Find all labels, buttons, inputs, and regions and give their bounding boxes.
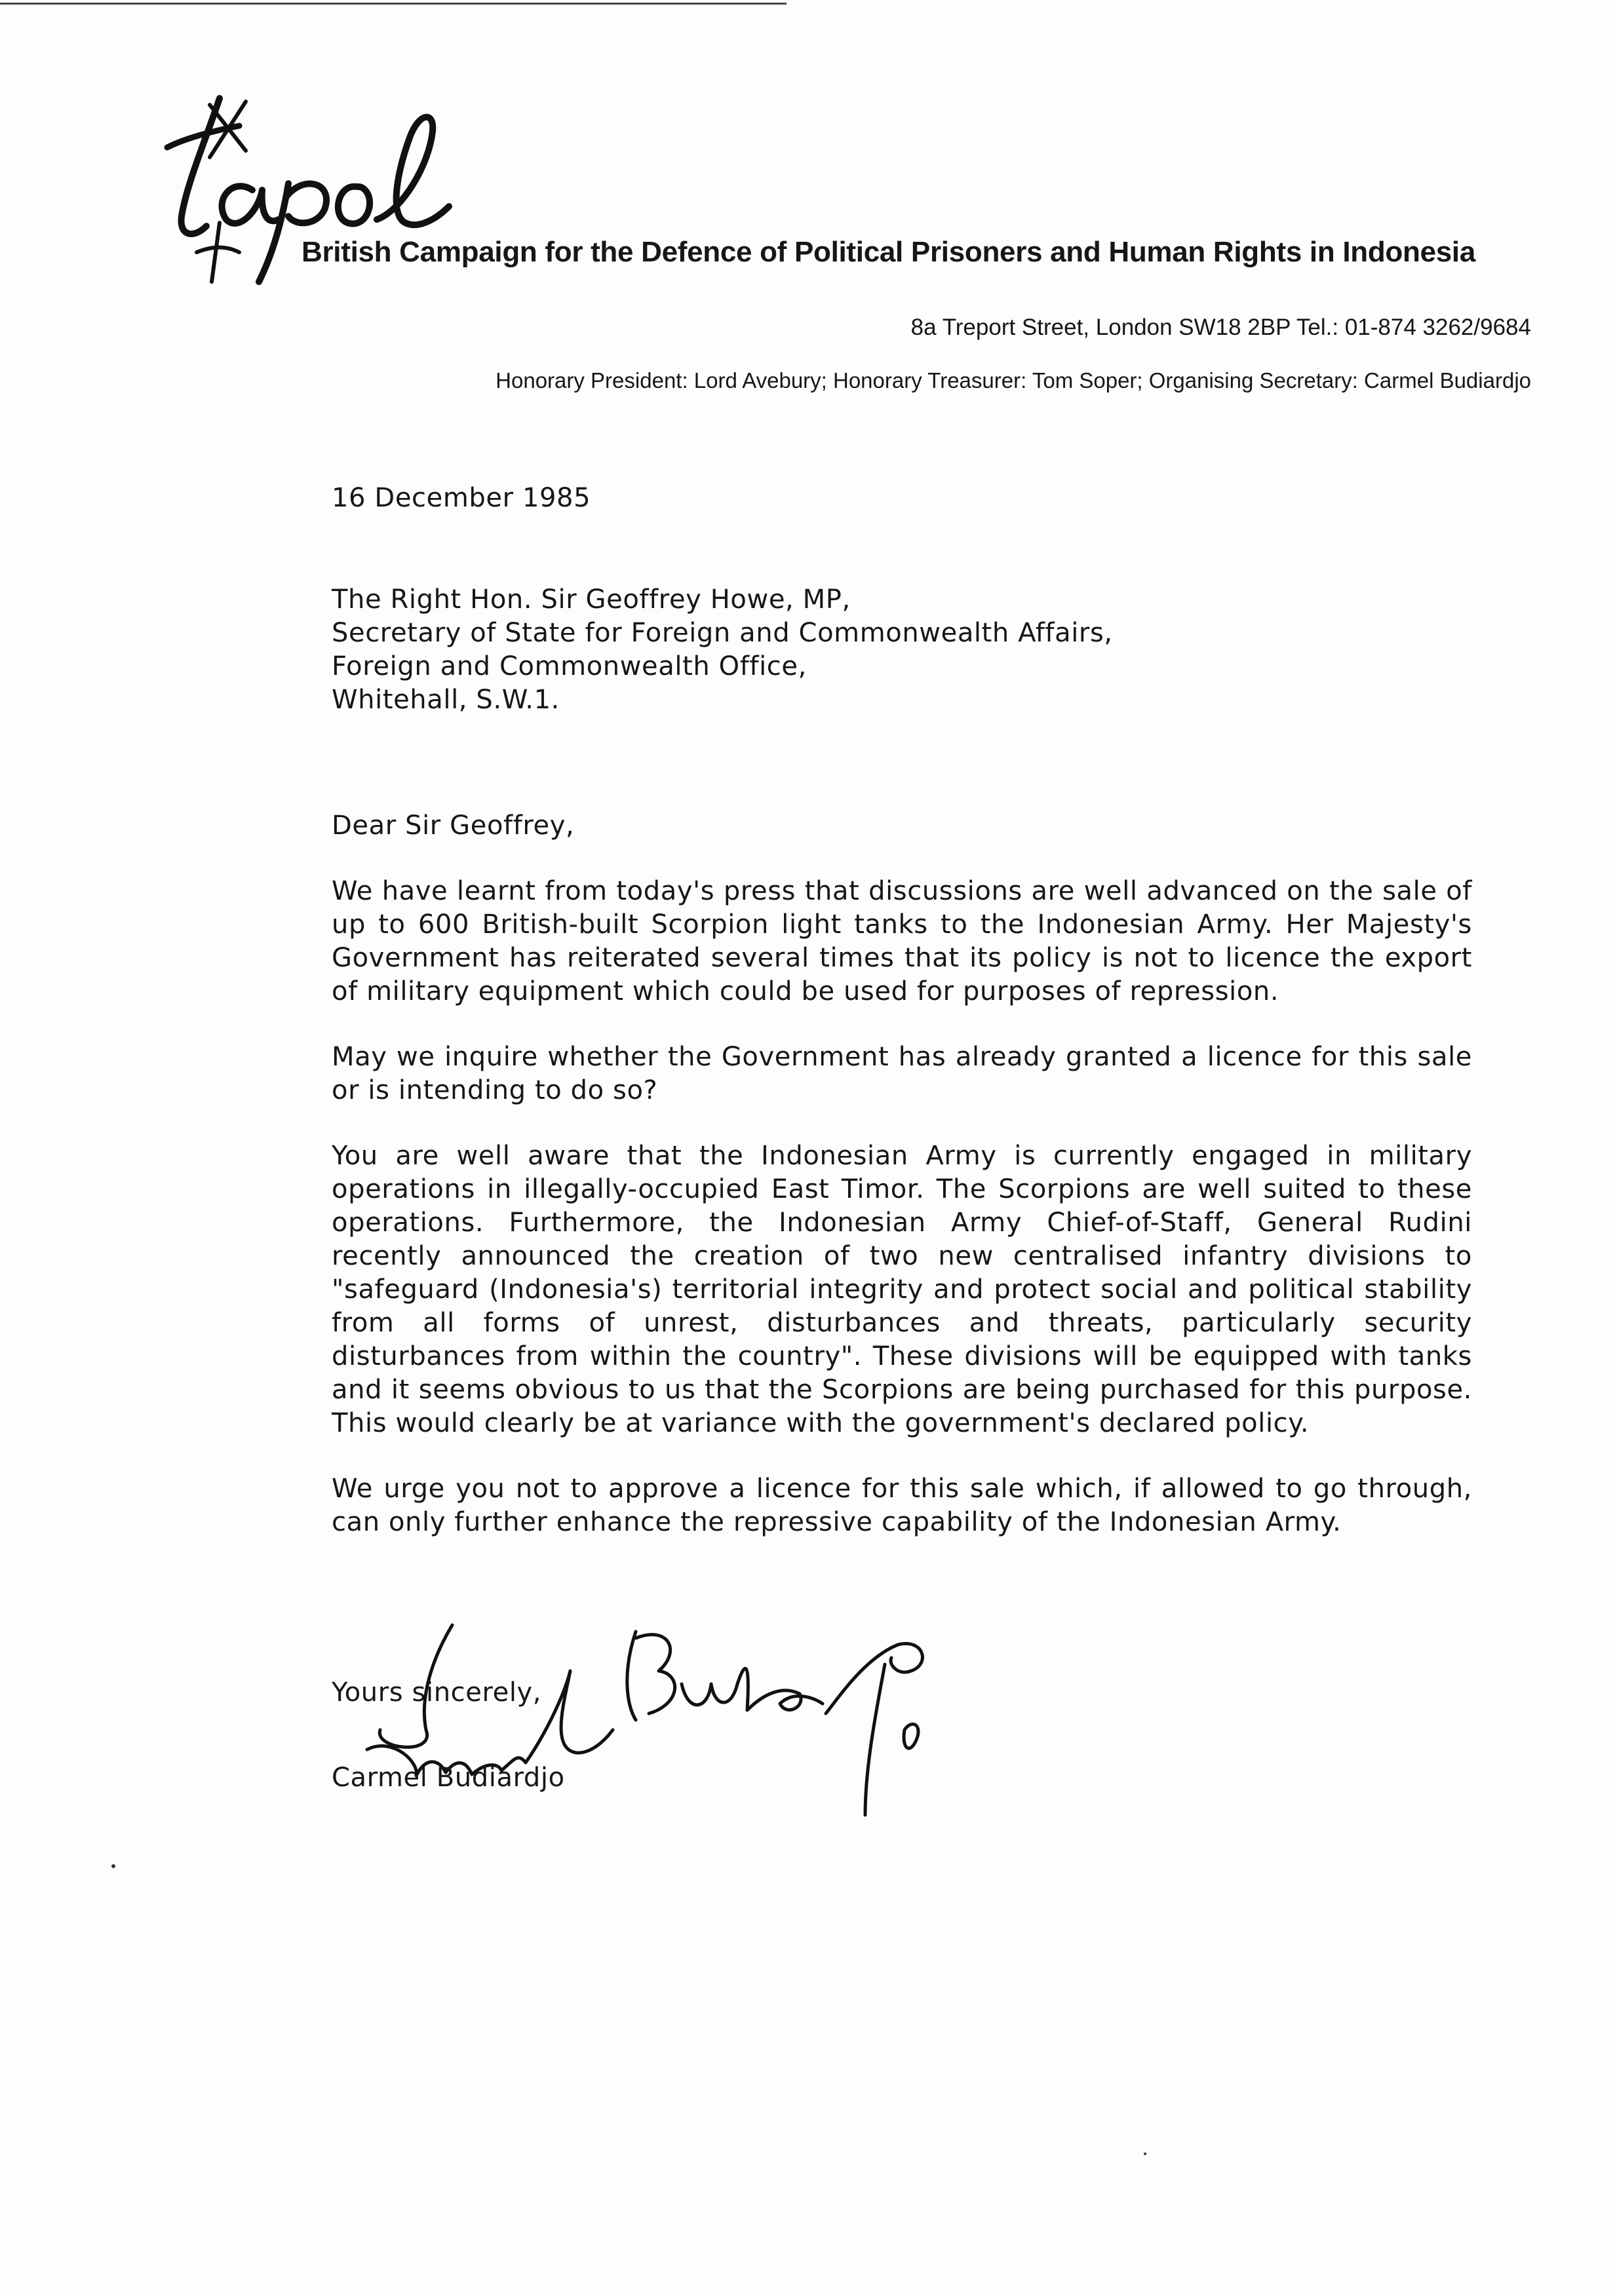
letter-body bbox=[332, 875, 1472, 1571]
top-edge-rule bbox=[0, 3, 787, 5]
body-paragraph: You are well aware that the Indonesian Army is currently engaged in military operations in illegally-occupied East Timor. The Scorpions are well suited to these operations. Furthermore, the Indonesian Army Chief-of-Staff, General Rudini recently announced the creation of two new centralised infantry divisions to "safeguard (Indonesia's) territorial integrity and protect social and political stability from all forms of unrest, disturbances and threats, particularly security disturbances from within the country". These divisions will be equipped with tanks and it seems obvious to us that the Scorpions are being purchased for this purpose. This would clearly be at variance with the government's declared policy. bbox=[332, 1141, 1472, 1438]
organisation-officers: Honorary President: Lord Avebury; Honorary Treasurer: Tom Soper; Organising Secretary: Carmel Budiardjo bbox=[496, 368, 1531, 392]
body-paragraph: May we inquire whether the Government has already granted a licence for this sale or is intending to do so? bbox=[332, 1042, 1472, 1105]
paper-speck bbox=[1144, 2152, 1146, 2155]
organisation-address: 8a Treport Street, London SW18 2BP Tel.: 01-874 3262/9684 bbox=[910, 315, 1531, 340]
closing: Yours sincerely, bbox=[332, 1677, 542, 1708]
signer-name: Carmel Budiardjo bbox=[332, 1763, 565, 1793]
recipient-line: Whitehall, S.W.1. bbox=[332, 685, 560, 715]
letter-date: 16 December 1985 bbox=[332, 483, 591, 513]
body-paragraph: We urge you not to approve a licence for this sale which, if allowed to go through, can only further enhance the repressive capability of the Indonesian Army. bbox=[332, 1474, 1472, 1537]
handwritten-signature bbox=[354, 1599, 944, 1835]
body-paragraph: We have learnt from today's press that discussions are well advanced on the sale of up to 600 British-built Scorpion light tanks to the Indonesian Army. Her Majesty's Government has reiterated several times that its policy is not to licence the export of military equipment which could be used for purposes of repression. bbox=[332, 876, 1472, 1006]
recipient-address bbox=[332, 583, 1472, 717]
recipient-line: Foreign and Commonwealth Office, bbox=[332, 651, 807, 681]
recipient-line: Secretary of State for Foreign and Commonwealth Affairs, bbox=[332, 618, 1113, 648]
organisation-name: British Campaign for the Defence of Political Prisoners and Human Rights in Indonesia bbox=[302, 236, 1476, 268]
paper-speck bbox=[111, 1864, 115, 1868]
recipient-line: The Right Hon. Sir Geoffrey Howe, MP, bbox=[332, 584, 851, 615]
salutation: Dear Sir Geoffrey, bbox=[332, 811, 575, 841]
